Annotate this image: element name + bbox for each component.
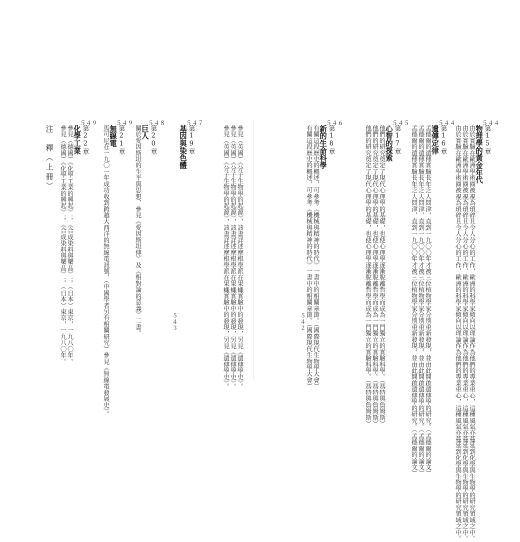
chapter-16-heading: 第16章 xyxy=(439,125,448,155)
chapter-15-page-number: ５４４ xyxy=(482,121,500,127)
chapter-15-heading: 第15章 xyxy=(483,125,492,155)
chapter-20-note-1: 關於愛因斯坦的生平與思想，參見《愛因斯坦傳》及《相對論的意義》二書。 xyxy=(134,125,142,337)
chapter-19-heading: 第19章 xyxy=(187,125,196,155)
chapter-19-title: 基因與染色體 xyxy=(179,125,189,170)
chapter-19-note-3: 參見（英國）《分子生物學的起源》，該書詳述摩根學派在果蠅實驗中的發現，另見《遺傳學史》。 xyxy=(222,125,230,390)
chapter-19-note-2: 參見（英國）《分子生物學的起源》，該書詳述摩根學派在果蠅實驗中的發現，另見《遺傳學史》。 xyxy=(229,125,237,390)
chapter-18-heading: 第18章 xyxy=(327,125,336,155)
chapter-17-heading: 第17章 xyxy=(393,125,402,155)
chapter-19-page-number: ５４７ xyxy=(186,121,204,127)
chapter-16-note-3: 孟德爾的遺傳實驗長年乏人問津，直到一九〇〇年才被三位植物學家分別重新發現，並由此開啟遺傳學的研究。（孟德爾的論文） xyxy=(410,125,418,477)
chapter-17-note-1: 他們的研究奠定了現代心理學的基礎，也使心理學逐漸脫離哲學而成為一門獨立的實驗科學。（馮特與詹姆斯） xyxy=(378,125,386,427)
chapter-16-page-number: ５４４ xyxy=(438,121,456,127)
chapter-18-page-number: ５４６ xyxy=(326,121,344,127)
chapter-15-note-2: 由於實驗在歐洲學術圈被視為瑣碎且令人分心的工作，歐洲的科學家傾向以理論作為他們的專業重心，這種風氣亦蔓延到化學與生物學的研究領域之中。 xyxy=(461,125,469,542)
chapter-15-title: 物理學的黃金年代 xyxy=(475,125,485,184)
left-folio: ５４３ xyxy=(171,313,177,332)
chapter-21-note-1: 馬可尼在一九〇一年成功收到跨越大西洋的無線電訊號，（中國學者另有相關研究）參見《無線電發展史》。 xyxy=(102,125,110,418)
chapter-22-title: 化學工業 xyxy=(73,125,83,155)
chapter-18-note-2: 有關這段歷史的概述，可參考《機械與精神的時代》一書中的相關章節。（國際現代生物學大會） xyxy=(305,125,313,390)
chapter-16-title: 遺傳定律 xyxy=(431,125,441,155)
chapter-16-note-2: 孟德爾的遺傳實驗長年乏人問津，直到一九〇〇年才被三位植物學家分別重新發現，並由此開啟遺傳學的研究。（孟德爾的論文） xyxy=(417,125,425,477)
chapter-20-page-number: ５４８ xyxy=(148,121,166,127)
chapter-20-heading: 第20章 xyxy=(149,125,158,155)
chapter-21-heading: 第21章 xyxy=(117,125,126,155)
chapter-16-note-1: 孟德爾的遺傳實驗長年乏人問津，直到一九〇〇年才被三位植物學家分別重新發現，並由此開啟遺傳學的研究。（孟德爾的論文） xyxy=(424,125,432,477)
chapter-17-title: 心智的探索 xyxy=(385,125,395,162)
chapter-17-note-2: 他們的研究奠定了現代心理學的基礎，也使心理學逐漸脫離哲學而成為一門獨立的實驗科學。（馮特與詹姆斯） xyxy=(371,125,379,427)
chapter-18-note-1: 有關這段歷史的概述，可參考《機械與精神的時代》一書中的相關章節。（國際現代生物學大會） xyxy=(312,125,320,390)
chapter-15-note-3: 由於實驗在歐洲學術圈被視為瑣碎且令人分心的工作，歐洲的科學家傾向以理論作為他們的專業重心，這種風氣亦蔓延到化學與生物學的研究領域之中。 xyxy=(454,125,462,542)
chapter-21-page-number: ５４９ xyxy=(116,121,134,127)
chapter-22-note-2: 參見（德國）《化學工業的興起》；《合成染料與藥品》；（日本）東京，一九八〇年。 xyxy=(59,125,67,365)
chapter-19-note-1: 參見（英國）《分子生物學的起源》，該書詳述摩根學派在果蠅實驗中的發現，另見《遺傳學史》。 xyxy=(236,125,244,390)
chapter-22-heading: 第22章 xyxy=(81,125,90,155)
chapter-22-note-1: 參見（德國）《化學工業的興起》；《合成染料與藥品》；（日本）東京，一九八〇年。 xyxy=(66,125,74,365)
right-folio: ５４２ xyxy=(299,313,305,332)
left-page xyxy=(45,121,330,418)
chapter-22-page-number: ５４９ xyxy=(80,121,98,127)
chapter-17-note-3: 他們的研究奠定了現代心理學的基礎，也使心理學逐漸脫離哲學而成為一門獨立的實驗科學。（馮特與詹姆斯） xyxy=(364,125,372,427)
chapter-17-page-number: ５４５ xyxy=(392,121,410,127)
chapter-15-note-1: 由於實驗在歐洲學術圈被視為瑣碎且令人分心的工作，歐洲的科學家傾向以理論作為他們的專業重心，這種風氣亦蔓延到化學與生物學的研究領域之中。 xyxy=(468,125,476,542)
chapter-21-title: 無線電 xyxy=(109,125,119,148)
running-title: 注 釋（上冊） xyxy=(45,125,54,192)
chapter-18-title: 新的生命科學 xyxy=(319,125,329,170)
chapter-20-title: 巨人 xyxy=(141,125,151,140)
